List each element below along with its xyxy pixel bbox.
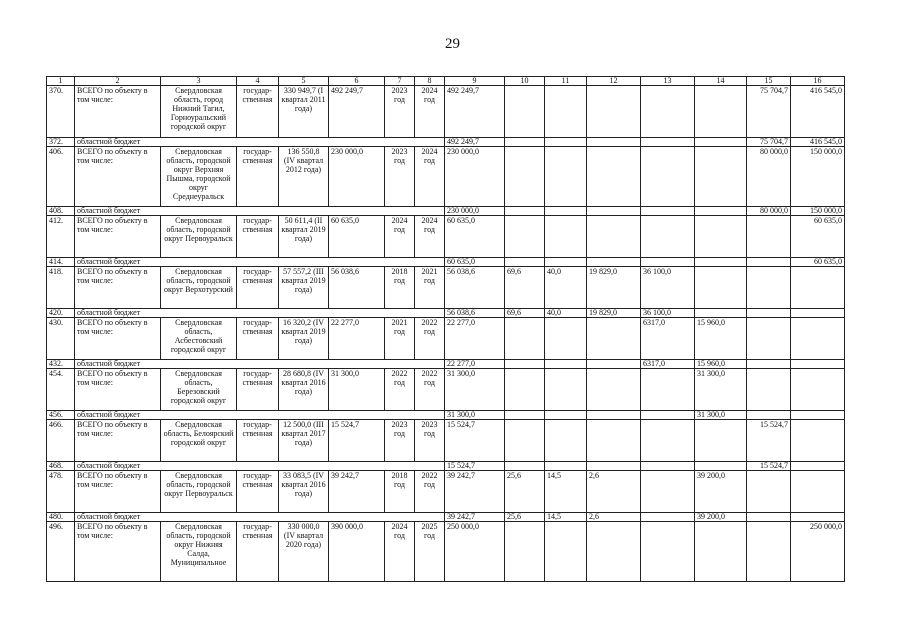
cell-col-5: 330 949,7 (I квартал 2011 года) — [279, 86, 329, 138]
page-number: 29 — [445, 36, 460, 52]
cell-col-9: 492 249,7 — [445, 86, 505, 138]
cell-col-7: 2018 год — [385, 267, 415, 309]
cell-col-14: 39 200,0 — [695, 471, 747, 513]
cell-col-11 — [545, 147, 587, 207]
cell-col-6: 31 300,0 — [329, 369, 385, 411]
budget-label: областной бюджет — [75, 360, 445, 369]
cell-col-9: 31 300,0 — [445, 369, 505, 411]
cell-col-13: 36 100,0 — [641, 267, 695, 309]
cell-col-9: 230 000,0 — [445, 147, 505, 207]
cell-col-9: 492 249,7 — [445, 138, 505, 147]
cell-col-16: 150 000,0 — [791, 147, 845, 207]
cell-col-10 — [505, 318, 545, 360]
budget-table — [46, 76, 845, 582]
budget-row — [47, 138, 845, 147]
cell-col-15 — [747, 411, 791, 420]
cell-col-14 — [695, 258, 747, 267]
header-row — [47, 77, 845, 86]
cell-col-12 — [587, 411, 641, 420]
cell-col-1: 370. — [47, 86, 75, 138]
object-row — [47, 267, 845, 309]
cell-col-12 — [587, 86, 641, 138]
cell-col-13 — [641, 513, 695, 522]
cell-col-5: 28 680,8 (IV квартал 2016 года) — [279, 369, 329, 411]
cell-col-7: 2021 год — [385, 318, 415, 360]
header-cell: 12 — [587, 77, 641, 86]
cell-col-16 — [791, 309, 845, 318]
budget-label: областной бюджет — [75, 258, 445, 267]
cell-col-15: 75 704,7 — [747, 138, 791, 147]
cell-col-13 — [641, 147, 695, 207]
cell-col-3: Свердловская область, город Нижний Тагил, Горноуральский городской округ — [161, 86, 237, 138]
cell-col-11 — [545, 462, 587, 471]
cell-col-10 — [505, 147, 545, 207]
object-row — [47, 86, 845, 138]
cell-col-1: 420. — [47, 309, 75, 318]
cell-col-10: 25,6 — [505, 471, 545, 513]
cell-col-6: 22 277,0 — [329, 318, 385, 360]
cell-col-11 — [545, 216, 587, 258]
cell-col-11 — [545, 420, 587, 462]
cell-col-1: 408. — [47, 207, 75, 216]
cell-col-5: 12 500,0 (III квартал 2017 года) — [279, 420, 329, 462]
cell-col-7: 2024 год — [385, 216, 415, 258]
cell-col-12 — [587, 216, 641, 258]
cell-col-14 — [695, 86, 747, 138]
cell-col-15 — [747, 267, 791, 309]
cell-col-15: 15 524,7 — [747, 462, 791, 471]
cell-col-2: ВСЕГО по объекту в том числе: — [75, 216, 161, 258]
cell-col-16: 150 000,0 — [791, 207, 845, 216]
cell-col-12 — [587, 369, 641, 411]
cell-col-16 — [791, 420, 845, 462]
header-cell: 14 — [695, 77, 747, 86]
cell-col-10: 69,6 — [505, 309, 545, 318]
cell-col-8: 2024 год — [415, 147, 445, 207]
cell-col-13 — [641, 411, 695, 420]
cell-col-14 — [695, 216, 747, 258]
object-row — [47, 216, 845, 258]
cell-col-13: 6317,0 — [641, 318, 695, 360]
header-cell: 6 — [329, 77, 385, 86]
cell-col-10: 69,6 — [505, 267, 545, 309]
object-row — [47, 147, 845, 207]
cell-col-16: 416 545,0 — [791, 86, 845, 138]
cell-col-16 — [791, 471, 845, 513]
cell-col-1: 418. — [47, 267, 75, 309]
cell-col-10: 25,6 — [505, 513, 545, 522]
cell-col-15: 15 524,7 — [747, 420, 791, 462]
cell-col-4: государ-ственная — [237, 147, 279, 207]
cell-col-12: 2,6 — [587, 471, 641, 513]
cell-col-9: 22 277,0 — [445, 318, 505, 360]
cell-col-10 — [505, 86, 545, 138]
cell-col-12 — [587, 147, 641, 207]
cell-col-9: 250 000,0 — [445, 522, 505, 582]
object-row — [47, 420, 845, 462]
cell-col-8: 2022 год — [415, 318, 445, 360]
cell-col-2: ВСЕГО по объекту в том числе: — [75, 420, 161, 462]
cell-col-9: 39 242,7 — [445, 471, 505, 513]
cell-col-8: 2025 год — [415, 522, 445, 582]
cell-col-10 — [505, 207, 545, 216]
cell-col-10 — [505, 411, 545, 420]
cell-col-2: ВСЕГО по объекту в том числе: — [75, 267, 161, 309]
header-cell: 9 — [445, 77, 505, 86]
cell-col-3: Свердловская область, Белоярский городской округ — [161, 420, 237, 462]
cell-col-4: государ-ственная — [237, 420, 279, 462]
cell-col-4: государ-ственная — [237, 267, 279, 309]
cell-col-13 — [641, 522, 695, 582]
cell-col-15 — [747, 360, 791, 369]
cell-col-11: 40,0 — [545, 309, 587, 318]
header-cell: 4 — [237, 77, 279, 86]
cell-col-8: 2024 год — [415, 86, 445, 138]
cell-col-15: 80 000,0 — [747, 147, 791, 207]
cell-col-6: 60 635,0 — [329, 216, 385, 258]
cell-col-9: 56 038,6 — [445, 309, 505, 318]
cell-col-10 — [505, 522, 545, 582]
cell-col-11 — [545, 258, 587, 267]
cell-col-7: 2022 год — [385, 369, 415, 411]
cell-col-16 — [791, 318, 845, 360]
cell-col-10 — [505, 138, 545, 147]
cell-col-11 — [545, 360, 587, 369]
cell-col-16 — [791, 513, 845, 522]
cell-col-15: 80 000,0 — [747, 207, 791, 216]
object-row — [47, 318, 845, 360]
header-cell: 13 — [641, 77, 695, 86]
cell-col-10 — [505, 216, 545, 258]
cell-col-7: 2024 год — [385, 522, 415, 582]
cell-col-8: 2021 год — [415, 267, 445, 309]
cell-col-14 — [695, 522, 747, 582]
cell-col-5: 57 557,2 (III квартал 2019 года) — [279, 267, 329, 309]
cell-col-15 — [747, 216, 791, 258]
cell-col-8: 2022 год — [415, 369, 445, 411]
object-row — [47, 522, 845, 582]
cell-col-2: ВСЕГО по объекту в том числе: — [75, 147, 161, 207]
budget-label: областной бюджет — [75, 462, 445, 471]
cell-col-3: Свердловская область, городской округ Первоуральск — [161, 471, 237, 513]
object-row — [47, 471, 845, 513]
cell-col-1: 432. — [47, 360, 75, 369]
header-cell: 7 — [385, 77, 415, 86]
cell-col-2: ВСЕГО по объекту в том числе: — [75, 369, 161, 411]
cell-col-8: 2024 год — [415, 216, 445, 258]
cell-col-1: 468. — [47, 462, 75, 471]
cell-col-11 — [545, 522, 587, 582]
cell-col-11 — [545, 411, 587, 420]
cell-col-13 — [641, 369, 695, 411]
cell-col-9: 15 524,7 — [445, 462, 505, 471]
cell-col-7: 2023 год — [385, 147, 415, 207]
cell-col-12: 19 829,0 — [587, 309, 641, 318]
cell-col-15 — [747, 258, 791, 267]
cell-col-6: 56 038,6 — [329, 267, 385, 309]
cell-col-6: 15 524,7 — [329, 420, 385, 462]
cell-col-5: 50 611,4 (II квартал 2019 года) — [279, 216, 329, 258]
cell-col-11: 14,5 — [545, 471, 587, 513]
cell-col-9: 31 300,0 — [445, 411, 505, 420]
cell-col-12 — [587, 420, 641, 462]
cell-col-15: 75 704,7 — [747, 86, 791, 138]
cell-col-9: 56 038,6 — [445, 267, 505, 309]
cell-col-13 — [641, 258, 695, 267]
cell-col-12 — [587, 258, 641, 267]
budget-label: областной бюджет — [75, 309, 445, 318]
cell-col-13 — [641, 86, 695, 138]
cell-col-11: 14,5 — [545, 513, 587, 522]
cell-col-10 — [505, 360, 545, 369]
budget-label: областной бюджет — [75, 207, 445, 216]
cell-col-1: 414. — [47, 258, 75, 267]
cell-col-14: 31 300,0 — [695, 411, 747, 420]
cell-col-11 — [545, 318, 587, 360]
cell-col-13 — [641, 138, 695, 147]
budget-row — [47, 258, 845, 267]
cell-col-5: 330 000,0 (IV квартал 2020 года) — [279, 522, 329, 582]
cell-col-13 — [641, 471, 695, 513]
cell-col-3: Свердловская область, городской округ Первоуральск — [161, 216, 237, 258]
cell-col-7: 2023 год — [385, 420, 415, 462]
cell-col-1: 372. — [47, 138, 75, 147]
cell-col-13 — [641, 420, 695, 462]
cell-col-11 — [545, 86, 587, 138]
header-cell: 15 — [747, 77, 791, 86]
cell-col-4: государ-ственная — [237, 318, 279, 360]
cell-col-11 — [545, 138, 587, 147]
cell-col-5: 33 083,5 (IV квартал 2016 года) — [279, 471, 329, 513]
cell-col-13 — [641, 462, 695, 471]
cell-col-16 — [791, 360, 845, 369]
cell-col-16: 60 635,0 — [791, 216, 845, 258]
cell-col-15 — [747, 471, 791, 513]
cell-col-10 — [505, 462, 545, 471]
cell-col-14 — [695, 309, 747, 318]
cell-col-1: 478. — [47, 471, 75, 513]
cell-col-14: 39 200,0 — [695, 513, 747, 522]
cell-col-12: 19 829,0 — [587, 267, 641, 309]
budget-label: областной бюджет — [75, 411, 445, 420]
cell-col-3: Свердловская область, городской округ Нижняя Салда, Муниципальное — [161, 522, 237, 582]
cell-col-4: государ-ственная — [237, 369, 279, 411]
cell-col-1: 496. — [47, 522, 75, 582]
cell-col-15 — [747, 369, 791, 411]
cell-col-15 — [747, 309, 791, 318]
cell-col-9: 60 635,0 — [445, 216, 505, 258]
cell-col-13 — [641, 216, 695, 258]
cell-col-6: 230 000,0 — [329, 147, 385, 207]
budget-label: областной бюджет — [75, 138, 445, 147]
cell-col-12 — [587, 360, 641, 369]
header-cell: 5 — [279, 77, 329, 86]
cell-col-14 — [695, 147, 747, 207]
cell-col-14: 15 960,0 — [695, 318, 747, 360]
budget-row — [47, 309, 845, 318]
header-cell: 8 — [415, 77, 445, 86]
cell-col-9: 60 635,0 — [445, 258, 505, 267]
budget-row — [47, 411, 845, 420]
cell-col-9: 39 242,7 — [445, 513, 505, 522]
cell-col-6: 39 242,7 — [329, 471, 385, 513]
cell-col-7: 2018 год — [385, 471, 415, 513]
cell-col-8: 2023 год — [415, 420, 445, 462]
cell-col-9: 22 277,0 — [445, 360, 505, 369]
cell-col-15 — [747, 513, 791, 522]
header-cell: 1 — [47, 77, 75, 86]
cell-col-14 — [695, 207, 747, 216]
cell-col-16 — [791, 462, 845, 471]
cell-col-1: 466. — [47, 420, 75, 462]
cell-col-6: 390 000,0 — [329, 522, 385, 582]
cell-col-1: 412. — [47, 216, 75, 258]
cell-col-5: 16 320,2 (IV квартал 2019 года) — [279, 318, 329, 360]
budget-label: областной бюджет — [75, 513, 445, 522]
cell-col-1: 454. — [47, 369, 75, 411]
cell-col-14: 31 300,0 — [695, 369, 747, 411]
cell-col-12 — [587, 138, 641, 147]
cell-col-4: государ-ственная — [237, 522, 279, 582]
cell-col-3: Свердловская область, Асбестовский городской округ — [161, 318, 237, 360]
budget-row — [47, 207, 845, 216]
cell-col-4: государ-ственная — [237, 471, 279, 513]
cell-col-3: Свердловская область, городской округ Верхняя Пышма, городской округ Среднеуральск — [161, 147, 237, 207]
cell-col-2: ВСЕГО по объекту в том числе: — [75, 86, 161, 138]
cell-col-12 — [587, 462, 641, 471]
cell-col-14 — [695, 138, 747, 147]
cell-col-12 — [587, 207, 641, 216]
cell-col-13: 6317,0 — [641, 360, 695, 369]
cell-col-5: 136 550,8 (IV квартал 2012 года) — [279, 147, 329, 207]
cell-col-8: 2022 год — [415, 471, 445, 513]
cell-col-12: 2,6 — [587, 513, 641, 522]
cell-col-12 — [587, 318, 641, 360]
cell-col-16 — [791, 267, 845, 309]
cell-col-16 — [791, 411, 845, 420]
budget-row — [47, 513, 845, 522]
cell-col-2: ВСЕГО по объекту в том числе: — [75, 318, 161, 360]
cell-col-10 — [505, 258, 545, 267]
cell-col-16: 416 545,0 — [791, 138, 845, 147]
header-cell: 2 — [75, 77, 161, 86]
cell-col-9: 15 524,7 — [445, 420, 505, 462]
cell-col-2: ВСЕГО по объекту в том числе: — [75, 522, 161, 582]
budget-row — [47, 360, 845, 369]
header-cell: 3 — [161, 77, 237, 86]
cell-col-3: Свердловская область, городской округ Верхотурский — [161, 267, 237, 309]
budget-row — [47, 462, 845, 471]
cell-col-14: 15 960,0 — [695, 360, 747, 369]
cell-col-1: 480. — [47, 513, 75, 522]
cell-col-11: 40,0 — [545, 267, 587, 309]
cell-col-16: 250 000,0 — [791, 522, 845, 582]
cell-col-15 — [747, 522, 791, 582]
cell-col-13 — [641, 207, 695, 216]
cell-col-11 — [545, 207, 587, 216]
cell-col-14 — [695, 420, 747, 462]
cell-col-1: 406. — [47, 147, 75, 207]
cell-col-4: государ-ственная — [237, 216, 279, 258]
cell-col-16 — [791, 369, 845, 411]
object-row — [47, 369, 845, 411]
cell-col-11 — [545, 369, 587, 411]
cell-col-14 — [695, 267, 747, 309]
cell-col-10 — [505, 420, 545, 462]
header-cell: 11 — [545, 77, 587, 86]
header-cell: 16 — [791, 77, 845, 86]
cell-col-14 — [695, 462, 747, 471]
cell-col-2: ВСЕГО по объекту в том числе: — [75, 471, 161, 513]
cell-col-16: 60 635,0 — [791, 258, 845, 267]
cell-col-15 — [747, 318, 791, 360]
cell-col-1: 430. — [47, 318, 75, 360]
cell-col-13: 36 100,0 — [641, 309, 695, 318]
header-cell: 10 — [505, 77, 545, 86]
cell-col-9: 230 000,0 — [445, 207, 505, 216]
cell-col-10 — [505, 369, 545, 411]
cell-col-12 — [587, 522, 641, 582]
cell-col-6: 492 249,7 — [329, 86, 385, 138]
table-body — [47, 77, 845, 582]
cell-col-4: государ-ственная — [237, 86, 279, 138]
cell-col-7: 2023 год — [385, 86, 415, 138]
cell-col-3: Свердловская область, Березовский городской округ — [161, 369, 237, 411]
cell-col-1: 456. — [47, 411, 75, 420]
